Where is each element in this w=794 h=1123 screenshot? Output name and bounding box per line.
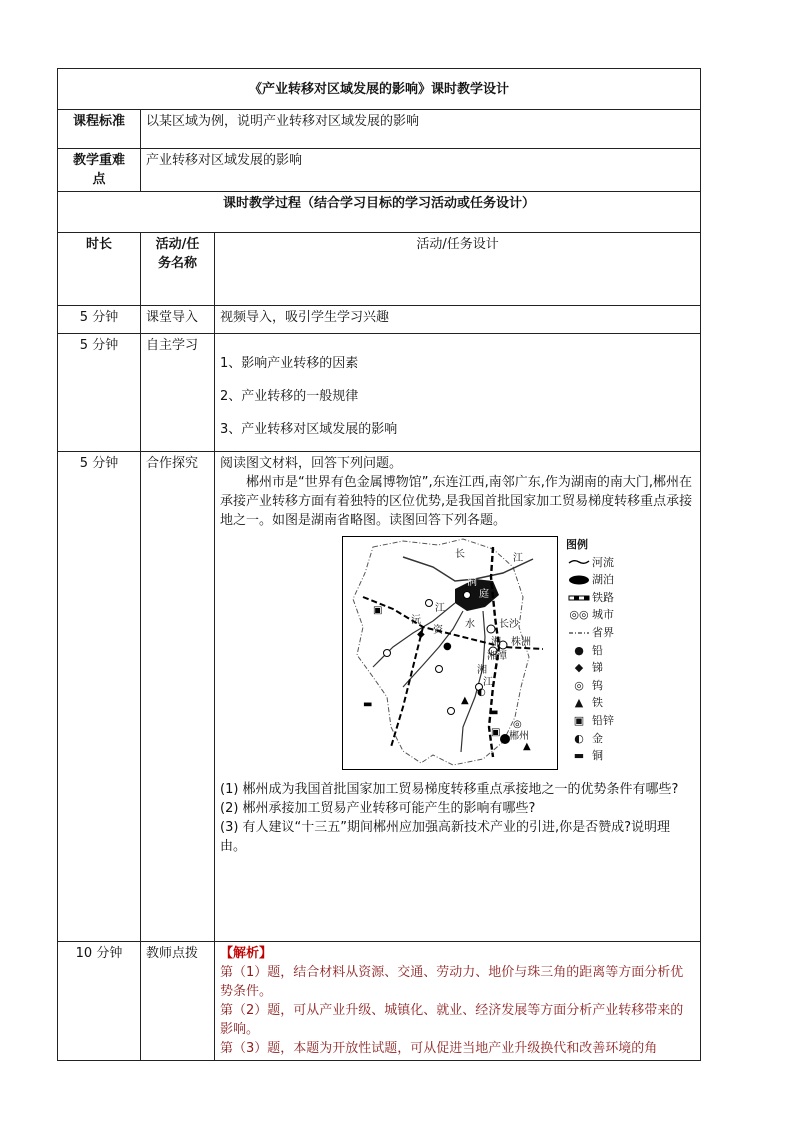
intro-time: 5 分钟 bbox=[58, 306, 141, 334]
coop-question-2: (2) 郴州承接加工贸易产业转移可能产生的影响有哪些? bbox=[220, 801, 536, 816]
intro-row bbox=[58, 306, 701, 334]
header-design: 活动/任务设计 bbox=[215, 233, 701, 306]
teacher-name: 教师点拨 bbox=[141, 942, 215, 1061]
map-label-zi: 资 bbox=[433, 625, 443, 636]
city-changsha bbox=[487, 625, 495, 633]
analysis-line-2: 第（2）题，可从产业升级、城镇化、就业、经济发展等方面分析产业转移带来的影响。 bbox=[220, 1003, 684, 1037]
intro-name: 课堂导入 bbox=[141, 306, 215, 334]
self-item-1: 1、影响产业转移的因素 bbox=[220, 356, 359, 371]
mineral-copper-mark-2: ▬ bbox=[363, 699, 373, 710]
legend-label-iron: 铁 bbox=[592, 696, 603, 710]
legend-label-city: 城市 bbox=[592, 608, 614, 622]
mineral-lead-mark: ● bbox=[443, 641, 452, 652]
legend-row-iron bbox=[566, 694, 706, 712]
coop-time: 5 分钟 bbox=[58, 452, 141, 942]
mineral-copper-mark: ▬ bbox=[489, 707, 499, 718]
map-label-changsha: 长沙 bbox=[499, 619, 519, 630]
coop-intro: 阅读图文材料，回答下列问题。 bbox=[220, 456, 403, 471]
teacher-time: 10 分钟 bbox=[58, 942, 141, 1061]
map-label-xiang1: 湘 bbox=[491, 637, 501, 648]
map-label-dong: 洞 bbox=[467, 577, 477, 588]
legend-label-tungsten: 钨 bbox=[592, 678, 603, 692]
city-yueyang bbox=[464, 592, 471, 599]
legend-label-border: 省界 bbox=[592, 625, 614, 639]
city-yongzhou bbox=[448, 708, 455, 715]
process-title-row bbox=[58, 192, 701, 233]
river-icon bbox=[566, 558, 592, 566]
legend-row-railway bbox=[566, 589, 706, 607]
key-points-label bbox=[58, 149, 141, 192]
legend-label-lead-zinc: 铅锌 bbox=[592, 713, 614, 727]
map-label-xiangtan: 湘潭 bbox=[487, 651, 507, 662]
header-row bbox=[58, 233, 701, 306]
analysis-line-3: 第（3）题，本题为开放性试题，可从促进当地产业升级换代和改善环境的角 bbox=[220, 1041, 658, 1056]
standard-value: 以某区域为例，说明产业转移对区域发展的影响 bbox=[141, 110, 701, 149]
legend-label-railway: 铁路 bbox=[592, 590, 614, 604]
mineral-antimony-mark: ◆ bbox=[417, 629, 425, 640]
legend-row-lead-zinc bbox=[566, 712, 706, 730]
border-icon bbox=[566, 631, 592, 635]
legend-label-lake: 湖泊 bbox=[592, 573, 614, 587]
city-changde bbox=[426, 600, 433, 607]
map-label-jiang2: 江 bbox=[435, 603, 445, 614]
map-label-ting: 庭 bbox=[479, 589, 489, 600]
key-points-label-line2: 点 bbox=[92, 172, 106, 187]
hunan-map-figure bbox=[342, 536, 702, 772]
intro-design: 视频导入，吸引学生学习兴趣 bbox=[215, 306, 701, 334]
coop-question-3: (3) 有人建议“十三五”期间郴州应加强高新技术产业的引进,你是否赞成?说明理由。 bbox=[220, 820, 671, 854]
legend-label-antimony: 锑 bbox=[592, 661, 603, 675]
self-study-row bbox=[58, 334, 701, 452]
coop-design bbox=[215, 452, 701, 942]
header-activity bbox=[141, 233, 215, 306]
self-name: 自主学习 bbox=[141, 334, 215, 452]
process-title: 课时教学过程（结合学习目标的学习活动或任务设计） bbox=[58, 192, 701, 233]
self-item-2: 2、产业转移的一般规律 bbox=[220, 389, 359, 404]
lead-zinc-icon: ▣ bbox=[573, 713, 585, 727]
teacher-design bbox=[215, 942, 701, 1061]
self-item-3: 3、产业转移对区域发展的影响 bbox=[220, 422, 398, 437]
legend-row-border bbox=[566, 624, 706, 642]
document-title: 《产业转移对区域发展的影响》课时教学设计 bbox=[58, 69, 701, 110]
legend-label-lead: 铅 bbox=[592, 643, 603, 657]
teacher-row bbox=[58, 942, 701, 1061]
lake-icon bbox=[566, 575, 592, 585]
map-label-jiang: 江 bbox=[513, 553, 523, 564]
map-frame bbox=[342, 536, 558, 770]
key-points-row bbox=[58, 149, 701, 192]
legend-row-river bbox=[566, 554, 706, 572]
gold-icon: ◐ bbox=[574, 731, 584, 745]
lead-icon: ● bbox=[574, 643, 584, 657]
coop-question-1: (1) 郴州成为我国首批国家加工贸易梯度转移重点承接地之一的优势条件有哪些? bbox=[220, 782, 679, 797]
legend-row-lead bbox=[566, 642, 706, 660]
legend-row-lake bbox=[566, 571, 706, 589]
legend-row-gold bbox=[566, 730, 706, 748]
city-huaihua bbox=[384, 650, 391, 657]
legend-row-copper bbox=[566, 747, 706, 765]
header-activity-line2: 务名称 bbox=[157, 256, 197, 271]
legend-row-tungsten bbox=[566, 677, 706, 695]
key-points-label-line1: 教学重难 bbox=[72, 153, 125, 168]
railway-icon bbox=[566, 595, 592, 601]
mineral-iron-mark: ▲ bbox=[461, 695, 469, 706]
coop-material: 郴州市是“世界有色金属博物馆”,东连江西,南邻广东,作为湖南的南大门,郴州在承接产业转移方面有着独特的区位优势,是我国首批国家加工贸易梯度转移重点承接地之一。如图是湖南省略图。读图回答下列各题。 bbox=[220, 475, 693, 528]
legend-label-copper: 铜 bbox=[592, 749, 603, 763]
analysis-heading: 【解析】 bbox=[220, 946, 273, 961]
lesson-plan-table bbox=[57, 68, 701, 1061]
legend-row-antimony bbox=[566, 659, 706, 677]
city-icon: ◎◎ bbox=[569, 608, 589, 622]
standard-row bbox=[58, 110, 701, 149]
mineral-gold-mark: ◐ bbox=[477, 687, 486, 698]
map-label-xiang2: 湘 bbox=[477, 665, 487, 676]
map-label-zhuzhou: 株洲 bbox=[511, 637, 531, 648]
legend-row-city bbox=[566, 606, 706, 624]
copper-icon: ▬ bbox=[573, 749, 585, 763]
key-points-value: 产业转移对区域发展的影响 bbox=[141, 149, 701, 192]
map-label-chenzhou: 郴州 bbox=[509, 731, 529, 742]
mineral-leadzinc-mark: ▣ bbox=[373, 605, 383, 616]
map-label-yuan: 沅 bbox=[411, 615, 421, 626]
legend-label-gold: 金 bbox=[592, 731, 603, 745]
header-time: 时长 bbox=[58, 233, 141, 306]
legend-label-river: 河流 bbox=[592, 555, 614, 569]
map-label-shui: 水 bbox=[465, 619, 475, 630]
tungsten-icon: ◎ bbox=[574, 678, 584, 692]
mineral-iron-mark-2: ▲ bbox=[523, 741, 531, 752]
title-row bbox=[58, 69, 701, 110]
antimony-icon: ◆ bbox=[574, 661, 584, 675]
header-activity-line1: 活动/任 bbox=[155, 237, 200, 252]
analysis-line-1: 第（1）题，结合材料从资源、交通、劳动力、地价与珠三角的距离等方面分析优势条件。 bbox=[220, 965, 684, 999]
cooperation-row bbox=[58, 452, 701, 942]
map-legend bbox=[566, 536, 706, 765]
iron-icon: ▲ bbox=[574, 696, 584, 710]
legend-title: 图例 bbox=[566, 538, 588, 551]
mineral-leadzinc-mark-2: ▣ bbox=[491, 727, 501, 738]
self-time: 5 分钟 bbox=[58, 334, 141, 452]
map-label-jiang3: 江 bbox=[483, 677, 493, 688]
city-shaoyang bbox=[436, 666, 443, 673]
standard-label: 课程标准 bbox=[58, 110, 141, 149]
mineral-tungsten-mark: ◎ bbox=[513, 719, 522, 730]
map-label-chang: 长 bbox=[455, 549, 465, 560]
coop-name: 合作探究 bbox=[141, 452, 215, 942]
self-design bbox=[215, 334, 701, 452]
